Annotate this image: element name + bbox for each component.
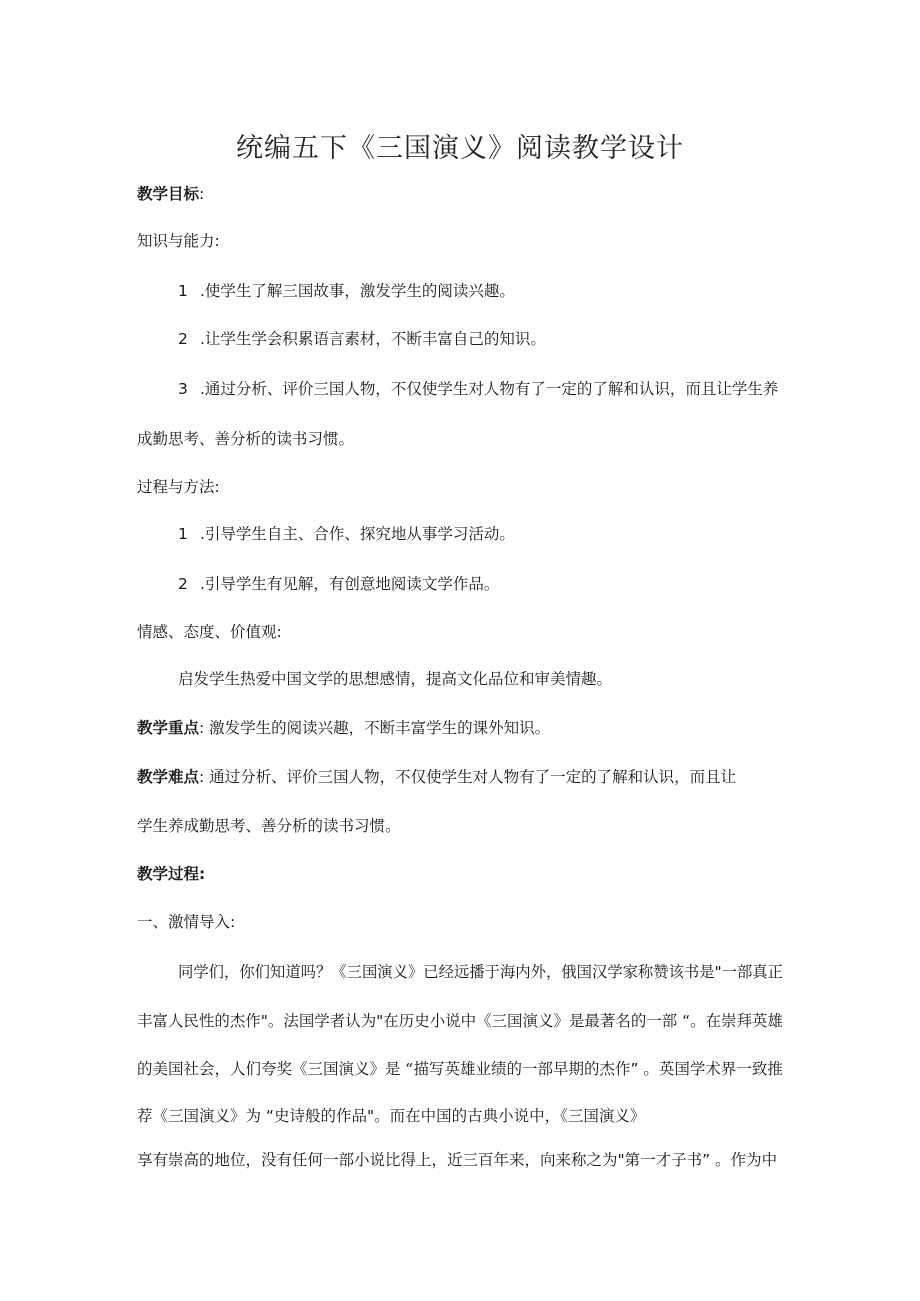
item-text: .使学生了解三国故事，激发学生的阅读兴趣。: [200, 282, 515, 300]
item-number: 2: [178, 575, 188, 593]
item-text: .通过分析、评价三国人物，不仅使学生对人物有了一定的了解和认识，而且让学生养: [200, 380, 779, 398]
difficulty-text: : 通过分析、评价三国人物，不仅使学生对人物有了一定的了解和认识，而且让: [199, 768, 737, 786]
procedure-heading: 教学过程:: [137, 865, 206, 883]
item-text: .引导学生有见解，有创意地阅读文学作品。: [200, 575, 500, 593]
key-point-text: : 激发学生的阅读兴趣，不断丰富学生的课外知识。: [199, 719, 551, 737]
paragraph-line: 享有崇高的地位，没有任何一部小说比得上，近三百年来，向来称之为"第一才子书” 。作为中: [137, 1151, 778, 1169]
paragraph-line: 的美国社会，人们夸奖《三国演义》是 “描写英雄业绩的一部早期的杰作” 。英国学术界一致推: [137, 1060, 783, 1078]
difficulty-continuation: 学生养成勤思考、善分析的读书习惯。: [137, 817, 401, 835]
item-number: 2: [178, 330, 188, 348]
knowledge-item: [178, 378, 778, 400]
item-number: 1: [178, 525, 188, 543]
item-text: .让学生学会积累语言素材，不断丰富自己的知识。: [200, 330, 546, 348]
process-item: [178, 523, 515, 545]
emotion-heading: 情感、态度、价值观:: [137, 623, 282, 641]
objectives-colon: :: [199, 185, 205, 203]
item-text: .引导学生自主、合作、探究地从事学习活动。: [200, 525, 515, 543]
item-number: 3: [178, 380, 188, 398]
difficulty-line: [137, 766, 736, 788]
paragraph-line: 荐《三国演义》为 “史诗般的作品"。而在中国的古典小说中，《三国演义》: [137, 1107, 646, 1125]
section-heading: 一、激情导入:: [137, 913, 236, 931]
objectives-heading: 教学目标: [137, 185, 200, 203]
paragraph-line: 同学们，你们知道吗？《三国演义》已经远播于海内外，俄国汉学家称赞该书是"一部真正: [178, 963, 783, 981]
process-item: [178, 573, 499, 595]
key-point-line: [137, 717, 550, 739]
difficulty-label: 教学难点: [137, 768, 200, 786]
knowledge-item-continuation: 成勤思考、善分析的读书习惯。: [137, 430, 355, 448]
knowledge-item: [178, 280, 515, 302]
emotion-text: 启发学生热爱中国文学的思想感情，提高文化品位和审美情趣。: [178, 670, 613, 688]
paragraph-line: 丰富人民性的杰作"。法国学者认为"在历史小说中《三国演义》是最著名的一部 “。在崇拜英雄: [137, 1012, 784, 1030]
process-heading: 过程与方法:: [137, 478, 220, 496]
knowledge-heading: 知识与能力:: [137, 232, 220, 250]
item-number: 1: [178, 282, 188, 300]
document-title: 统编五下《三国演义》阅读教学设计: [236, 133, 684, 164]
objectives-heading-line: [137, 183, 204, 205]
key-point-label: 教学重点: [137, 719, 200, 737]
knowledge-item: [178, 328, 546, 350]
